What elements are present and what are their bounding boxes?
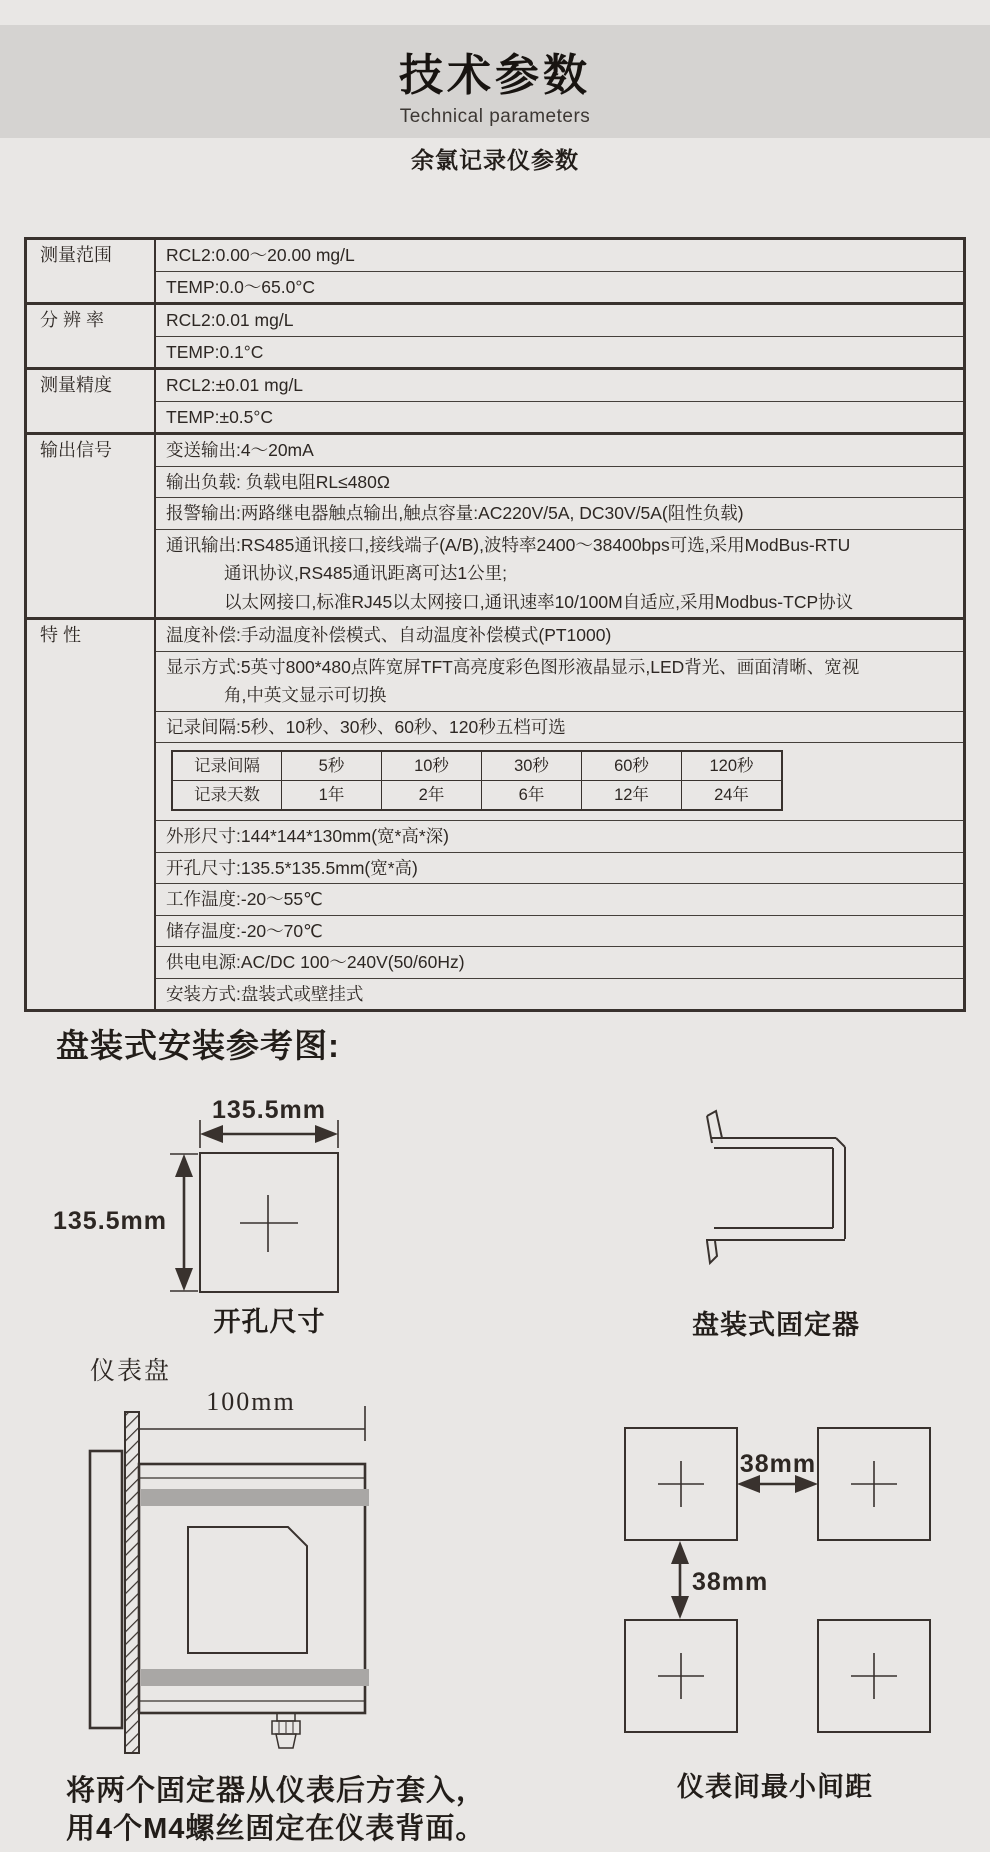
spec-value-line: 角,中英文显示可切换	[224, 685, 387, 705]
spec-row	[26, 821, 965, 853]
record-table-row	[172, 781, 782, 811]
spec-row	[26, 369, 965, 402]
spec-value-line: TEMP:0.1°C	[166, 341, 264, 362]
spec-value-cell	[155, 369, 965, 402]
spec-group-label: 输出信号	[26, 434, 156, 619]
spec-value-line: 变送输出:4～20mA	[166, 440, 314, 460]
spec-value-line: 报警输出:两路继电器触点输出,触点容量:AC220V/5A, DC30V/5A(阻性负载)	[166, 503, 744, 523]
spec-value-line: 温度补偿:手动温度补偿模式、自动温度补偿模式(PT1000)	[166, 625, 612, 645]
spec-value-line: TEMP:0.0～65.0°C	[166, 276, 315, 297]
spec-value-line: RCL2:0.00～20.00 mg/L	[166, 245, 355, 265]
install-heading: 盘装式安装参考图:	[56, 1027, 340, 1064]
spec-value-line: TEMP:±0.5°C	[166, 406, 274, 427]
spec-value-cell	[155, 619, 965, 652]
spec-value-line: 供电电源:AC/DC 100～240V(50/60Hz)	[166, 952, 465, 972]
cutout-size-caption: 开孔尺寸	[213, 1307, 326, 1337]
spec-value-cell	[155, 978, 965, 1011]
spec-value-cell	[155, 271, 965, 304]
spec-value-line: 储存温度:-20～70℃	[166, 920, 323, 941]
depth-dimension: 100mm	[206, 1387, 296, 1416]
install-note-line1: 将两个固定器从仪表后方套入，	[66, 1775, 487, 1807]
fixer-caption: 盘装式固定器	[692, 1310, 860, 1340]
spec-group-label: 特 性	[26, 619, 156, 1011]
spec-row	[26, 743, 965, 821]
spec-row	[26, 304, 965, 337]
spec-row	[26, 529, 965, 619]
hole-height-dimension: 135.5mm	[52, 1207, 168, 1235]
spec-value-cell	[155, 884, 965, 916]
spec-value-cell	[155, 336, 965, 369]
spec-row	[26, 711, 965, 743]
spec-value-cell	[155, 529, 965, 619]
spec-value-line: 开孔尺寸:135.5*135.5mm(宽*高)	[166, 857, 418, 878]
vertical-gap-dimension: 38mm	[692, 1568, 769, 1596]
side-view-diagram	[90, 1406, 369, 1753]
spec-value-cell	[155, 915, 965, 947]
spec-value-cell	[155, 711, 965, 743]
spec-value-line: 输出负载: 负载电阻RL≤480Ω	[166, 471, 390, 492]
horizontal-gap-dimension: 38mm	[739, 1450, 817, 1478]
spec-row	[26, 978, 965, 1011]
record-table-cell: 6年	[482, 781, 582, 811]
spec-value-line: 通讯协议,RS485通讯距离可达1公里;	[224, 563, 507, 583]
section-title: 余氯记录仪参数	[411, 147, 579, 173]
spec-row	[26, 619, 965, 652]
spec-row	[26, 884, 965, 916]
spec-row	[26, 651, 965, 711]
spec-row	[26, 947, 965, 979]
spec-table	[24, 237, 966, 1012]
spec-value-line: 通讯输出:RS485通讯接口,接线端子(A/B),波特率2400～38400bps可选,采用ModBus-RTU	[166, 534, 851, 555]
spec-value-cell	[155, 852, 965, 884]
spec-value-cell	[155, 821, 965, 853]
install-note-line2: 用4个M4螺丝固定在仪表背面。	[66, 1813, 486, 1845]
spec-value-line: RCL2:0.01 mg/L	[166, 310, 294, 330]
record-table-cell: 5秒	[282, 751, 382, 781]
spec-value-line: 外形尺寸:144*144*130mm(宽*高*深)	[166, 826, 450, 846]
page-subtitle: Technical parameters	[399, 106, 591, 127]
spec-value-line: 显示方式:5英寸800*480点阵宽屏TFT高亮度彩色图形液晶显示,LED背光、画面清晰、宽视	[166, 656, 860, 677]
spec-row	[26, 915, 965, 947]
cutout-size-diagram	[170, 1120, 338, 1292]
spec-row	[26, 434, 965, 467]
spec-row	[26, 336, 965, 369]
spec-row	[26, 466, 965, 498]
spec-row	[26, 239, 965, 272]
spec-value-cell	[155, 466, 965, 498]
record-table-row	[172, 751, 782, 781]
spec-row	[26, 401, 965, 434]
spec-row	[26, 498, 965, 530]
record-table-cell: 120秒	[682, 751, 783, 781]
spec-row	[26, 271, 965, 304]
spec-value-line: RCL2:±0.01 mg/L	[166, 375, 304, 395]
spec-value-line: 安装方式:盘装式或壁挂式	[166, 983, 364, 1004]
spec-value-cell	[155, 239, 965, 272]
spec-value-cell	[155, 743, 965, 821]
record-table-cell: 1年	[282, 781, 382, 811]
spec-value-line: 记录间隔:5秒、10秒、30秒、60秒、120秒五档可选	[166, 716, 566, 737]
spec-value-line: 以太网接口,标准RJ45以太网接口,通讯速率10/100M自适应,采用Modbus-TCP协议	[224, 591, 854, 612]
spec-value-cell	[155, 498, 965, 530]
hole-width-dimension: 135.5mm	[211, 1096, 327, 1124]
spec-group-label: 测量精度	[26, 369, 156, 434]
header-band	[0, 25, 990, 138]
spec-group-label: 测量范围	[26, 239, 156, 304]
record-table-cell: 10秒	[382, 751, 482, 781]
record-table-cell: 记录天数	[172, 781, 282, 811]
record-table-cell: 2年	[382, 781, 482, 811]
spec-row	[26, 852, 965, 884]
record-table-cell: 24年	[682, 781, 783, 811]
record-table-cell: 30秒	[482, 751, 582, 781]
record-table-cell: 12年	[582, 781, 682, 811]
spec-group-label: 分 辨 率	[26, 304, 156, 369]
min-spacing-caption: 仪表间最小间距	[677, 1772, 873, 1802]
panel-label: 仪表盘	[90, 1357, 172, 1385]
fixer-bracket-drawing	[706, 1111, 845, 1263]
page-title: 技术参数	[399, 51, 591, 100]
install-diagrams	[0, 1080, 990, 1852]
spec-value-cell	[155, 304, 965, 337]
record-table-cell: 记录间隔	[172, 751, 282, 781]
record-interval-table	[171, 750, 783, 811]
spec-value-cell	[155, 651, 965, 711]
record-table-cell: 60秒	[582, 751, 682, 781]
spec-value-line: 工作温度:-20～55℃	[166, 889, 323, 909]
spec-value-cell	[155, 947, 965, 979]
spec-value-cell	[155, 434, 965, 467]
spec-value-cell	[155, 401, 965, 434]
